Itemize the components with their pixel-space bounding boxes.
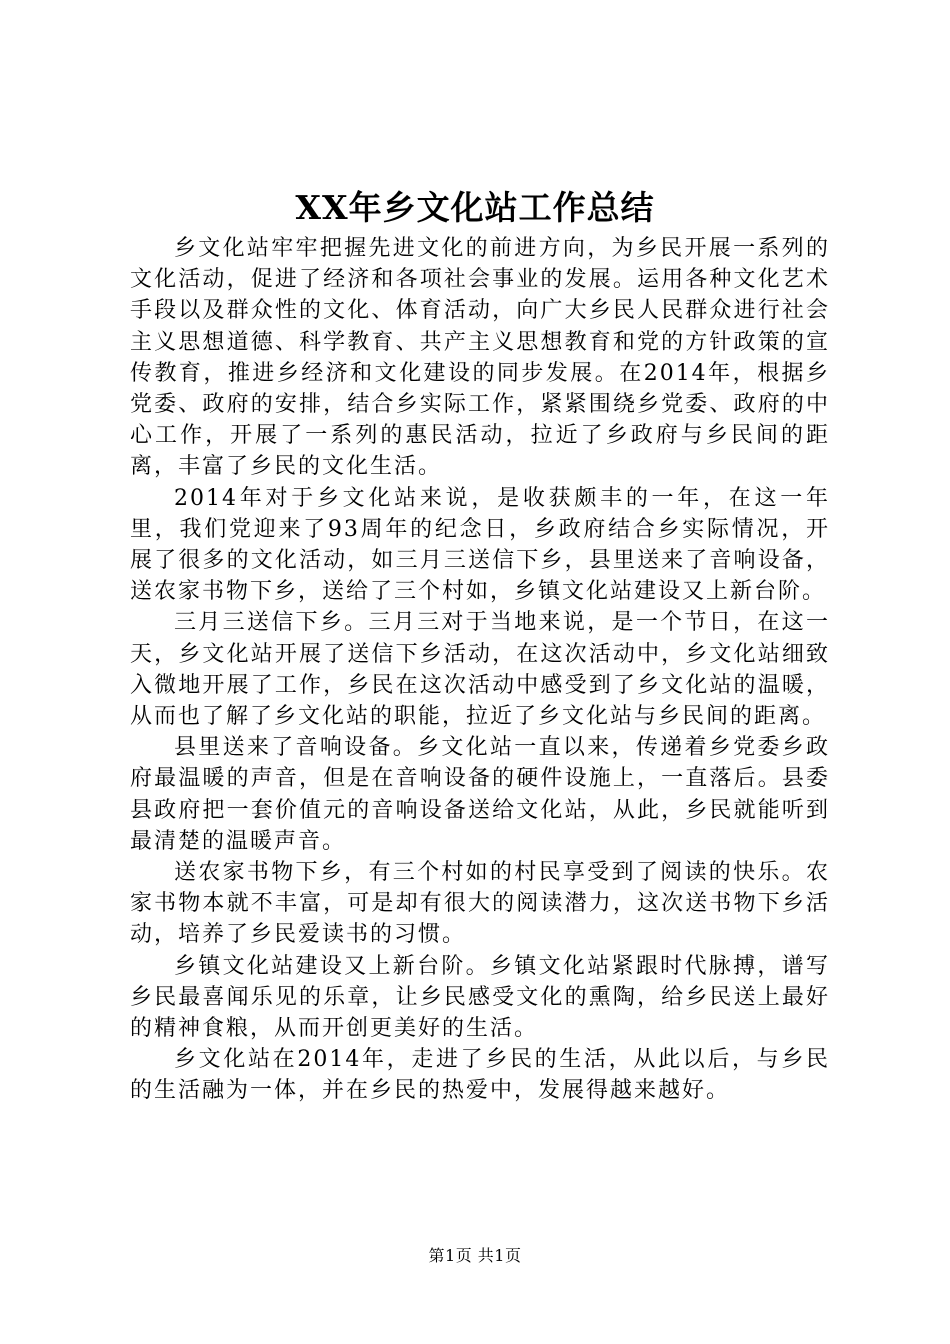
- paragraph-2: 2014年对于乡文化站来说，是收获颇丰的一年，在这一年里，我们党迎来了93周年的纪念日，乡政府结合乡实际情况，开展了很多的文化活动，如三月三送信下乡，县里送来了音响设备，送农家书物下乡，送给了三个村如，乡镇文化站建设又上新台阶。: [130, 485, 830, 605]
- paragraph-4: 县里送来了音响设备。乡文化站一直以来，传递着乡党委乡政府最温暖的声音，但是在音响设备的硬件设施上，一直落后。县委县政府把一套价值元的音响设备送给文化站，从此，乡民就能听到最清楚的温暖声音。: [130, 735, 830, 854]
- document-title: XX年乡文化站工作总结: [295, 188, 655, 227]
- paragraph-3: 三月三送信下乡。三月三对于当地来说，是一个节日，在这一天，乡文化站开展了送信下乡活动，在这次活动中，乡文化站细致入微地开展了工作，乡民在这次活动中感受到了乡文化站的温暖，从而也了解了乡文化站的职能，拉近了乡文化站与乡民间的距离。: [130, 610, 830, 730]
- paragraph-5: 送农家书物下乡，有三个村如的村民享受到了阅读的快乐。农家书物本就不丰富，可是却有很大的阅读潜力，这次送书物下乡活动，培养了乡民爱读书的习惯。: [130, 860, 830, 948]
- paragraph-1: 乡文化站牢牢把握先进文化的前进方向，为乡民开展一系列的文化活动，促进了经济和各项社会事业的发展。运用各种文化艺术手段以及群众性的文化、体育活动，向广大乡民人民群众进行社会主义思想道德、科学教育、共产主义思想教育和党的方针政策的宣传教育，推进乡经济和文化建设的同步发展。在2014年，根据乡党委、政府的安排，结合乡实际工作，紧紧围绕乡党委、政府的中心工作，开展了一系列的惠民活动，拉近了乡政府与乡民间的距离，丰富了乡民的文化生活。: [130, 236, 830, 480]
- paragraph-6: 乡镇文化站建设又上新台阶。乡镇文化站紧跟时代脉搏，谱写乡民最喜闻乐见的乐章，让乡民感受文化的熏陶，给乡民送上最好的精神食粮，从而开创更美好的生活。: [130, 953, 830, 1042]
- page-footer: 第1页 共1页: [428, 1246, 522, 1265]
- document-body: [130, 233, 830, 1107]
- paragraph-7: 乡文化站在2014年，走进了乡民的生活，从此以后，与乡民的生活融为一体，并在乡民的热爱中，发展得越来越好。: [130, 1047, 830, 1104]
